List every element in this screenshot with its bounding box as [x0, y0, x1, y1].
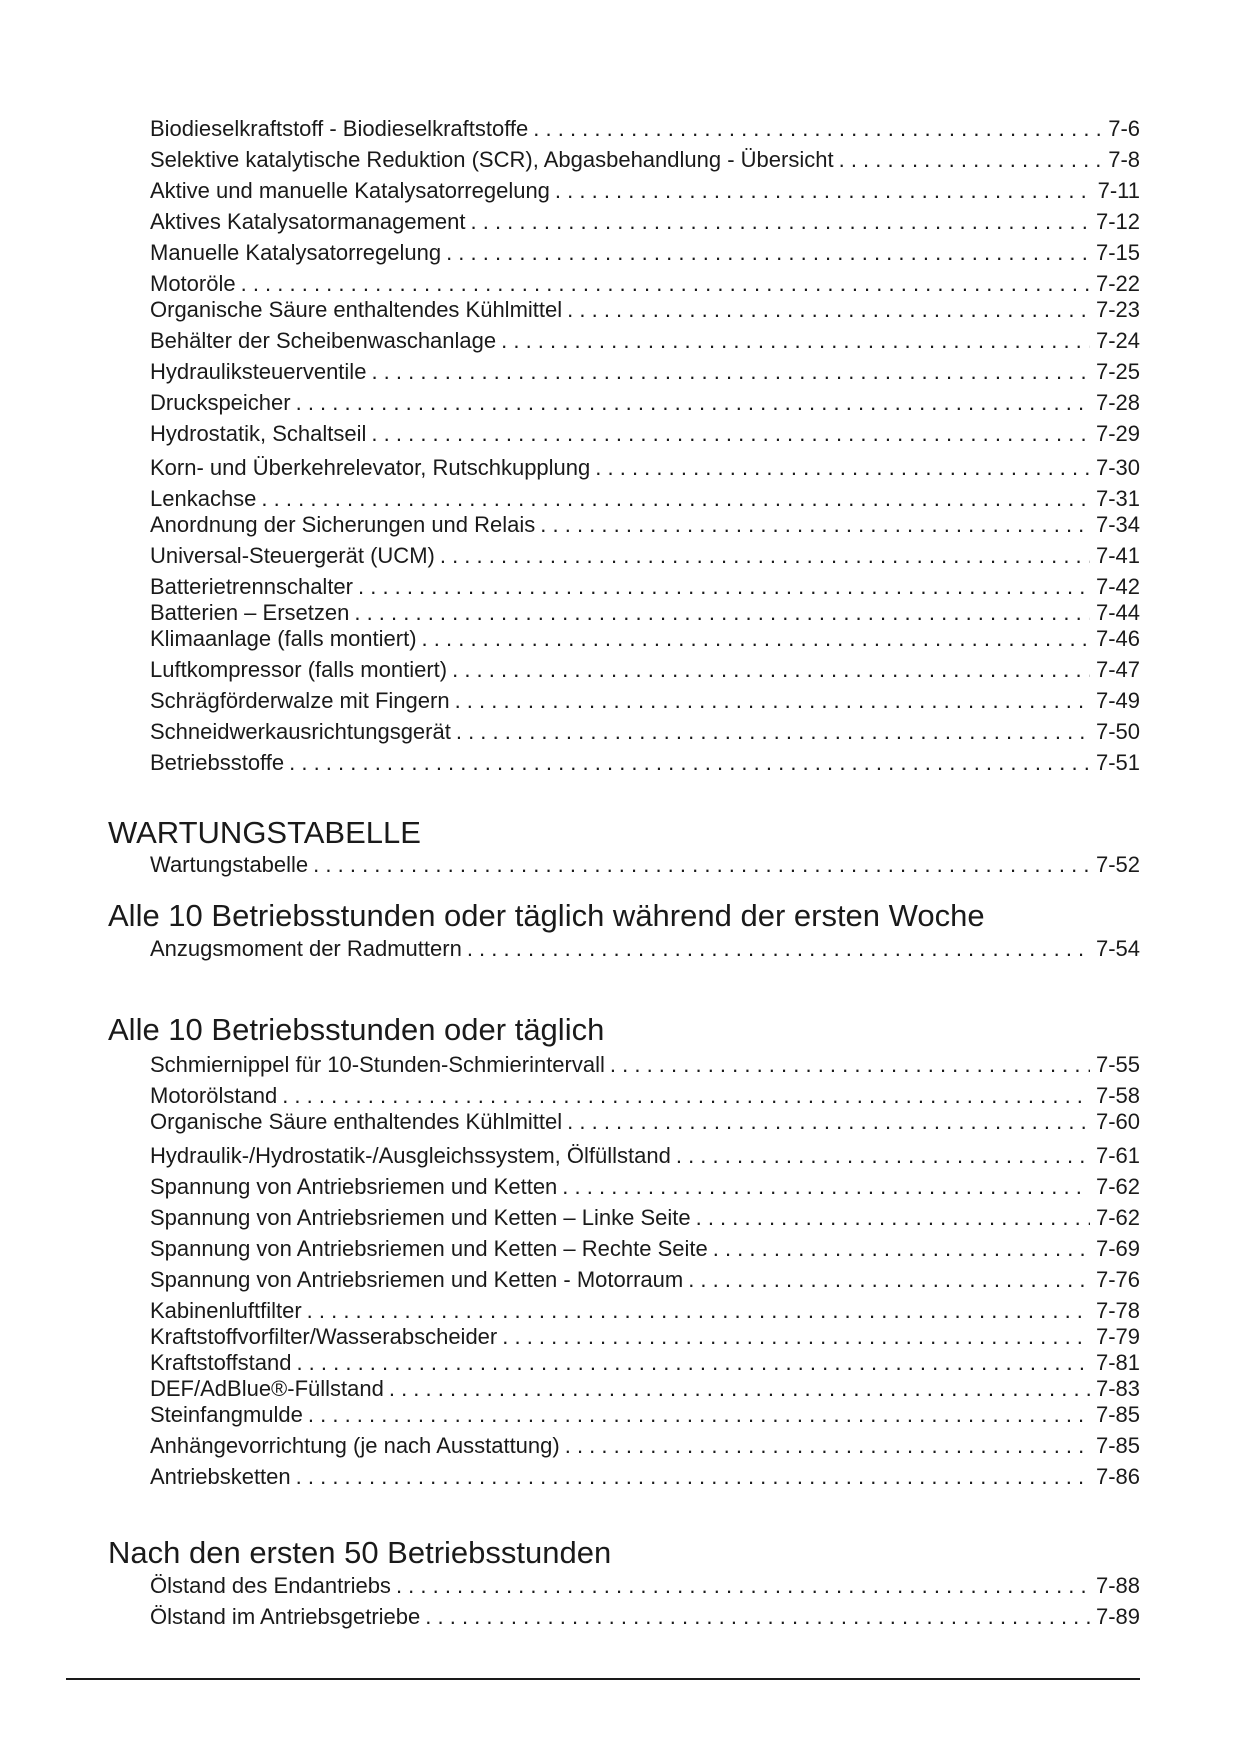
dot-leader [358, 574, 1090, 600]
toc-entry-label: Anordnung der Sicherungen und Relais [150, 512, 536, 537]
toc-entry[interactable] [150, 1109, 1140, 1135]
toc-entry-label: Spannung von Antriebsriemen und Ketten – Linke Seite [150, 1205, 691, 1230]
dot-leader [688, 1267, 1090, 1293]
toc-entry-page: 7-15 [1095, 240, 1140, 265]
dot-leader [440, 543, 1090, 569]
toc-entry-label: Hydrauliksteuerventile [150, 359, 367, 384]
toc-entry-page: 7-62 [1095, 1174, 1140, 1199]
toc-entry-page: 7-29 [1095, 421, 1140, 446]
toc-entry-page: 7-31 [1095, 486, 1140, 511]
toc-entry[interactable] [150, 750, 1140, 776]
toc-entry-label: Luftkompressor (falls montiert) [150, 657, 448, 682]
dot-leader [296, 1350, 1090, 1376]
toc-entry-page: 7-47 [1095, 657, 1140, 682]
toc-entry-label: Schrägförderwalze mit Fingern [150, 688, 450, 713]
toc-entry-label: Korn- und Überkehrelevator, Rutschkupplung [150, 455, 591, 480]
toc-entry-label: Motorölstand [150, 1083, 278, 1108]
toc-entry-label: Organische Säure enthaltendes Kühlmittel [150, 297, 563, 322]
toc-entry-page: 7-8 [1108, 147, 1140, 172]
toc-entry[interactable] [150, 359, 1140, 385]
toc-entry-label: DEF/AdBlue®-Füllstand [150, 1376, 384, 1401]
toc-entry-label: Betriebsstoffe [150, 750, 285, 775]
dot-leader [371, 421, 1090, 447]
toc-entry-label: Antriebsketten [150, 1464, 291, 1489]
dot-leader [562, 1174, 1090, 1200]
toc-entry-page: 7-62 [1095, 1205, 1140, 1230]
toc-entry-label: Spannung von Antriebsriemen und Ketten - Motorraum [150, 1267, 684, 1292]
toc-entry[interactable] [150, 852, 1140, 878]
toc-entry[interactable] [150, 240, 1140, 266]
toc-entry[interactable] [150, 421, 1140, 447]
toc-entry[interactable] [150, 328, 1140, 354]
toc-entry[interactable] [150, 1083, 1140, 1109]
dot-leader [540, 512, 1090, 538]
dot-leader [567, 1109, 1090, 1135]
toc-entry[interactable] [150, 1350, 1140, 1376]
dot-leader [595, 455, 1090, 481]
toc-entry-page: 7-89 [1095, 1604, 1140, 1629]
toc-entry[interactable] [150, 297, 1140, 323]
dot-leader [567, 297, 1090, 323]
toc-entry-page: 7-58 [1095, 1083, 1140, 1108]
toc-entry-page: 7-34 [1095, 512, 1140, 537]
toc-entry-page: 7-49 [1095, 688, 1140, 713]
toc-entry-label: Steinfangmulde [150, 1402, 303, 1427]
toc-entry-label: Aktive und manuelle Katalysatorregelung [150, 178, 550, 203]
toc-entry-label: Universal-Steuergerät (UCM) [150, 543, 435, 568]
dot-leader [308, 1402, 1090, 1428]
dot-leader [839, 147, 1103, 173]
dot-leader [261, 486, 1090, 512]
dot-leader [241, 271, 1090, 297]
dot-leader [565, 1433, 1090, 1459]
toc-entry-label: Wartungstabelle [150, 852, 309, 877]
toc-entry[interactable] [150, 209, 1140, 235]
toc-entry[interactable] [150, 271, 1140, 297]
dot-leader [446, 240, 1090, 266]
toc-entry-page: 7-60 [1095, 1109, 1140, 1134]
toc-entry[interactable] [150, 1236, 1140, 1262]
toc-entry[interactable] [150, 1174, 1140, 1200]
section-heading: Nach den ersten 50 Betriebsstunden [108, 1535, 612, 1570]
toc-entry-page: 7-69 [1095, 1236, 1140, 1261]
toc-entry[interactable] [150, 512, 1140, 538]
dot-leader [502, 1324, 1090, 1350]
toc-entry-label: Selektive katalytische Reduktion (SCR), Abgasbehandlung - Übersicht [150, 147, 834, 172]
toc-entry-page: 7-88 [1095, 1573, 1140, 1598]
toc-entry[interactable] [150, 116, 1140, 142]
toc-entry-page: 7-22 [1095, 271, 1140, 296]
toc-entry-label: Batterietrennschalter [150, 574, 353, 599]
toc-entry[interactable] [150, 486, 1140, 512]
toc-entry[interactable] [150, 1267, 1140, 1293]
toc-entry-page: 7-86 [1095, 1464, 1140, 1489]
toc-entry-label: Motoröle [150, 271, 236, 296]
toc-entry[interactable] [150, 574, 1140, 600]
toc-entry-page: 7-52 [1095, 852, 1140, 877]
toc-entry[interactable] [150, 1052, 1140, 1078]
toc-entry-page: 7-50 [1095, 719, 1140, 744]
toc-entry-page: 7-28 [1095, 390, 1140, 415]
dot-leader [533, 116, 1102, 142]
toc-entry[interactable] [150, 455, 1140, 481]
toc-entry[interactable] [150, 1573, 1140, 1599]
toc-entry[interactable] [150, 1402, 1140, 1428]
section-heading: Alle 10 Betriebsstunden oder täglich während der ersten Woche [108, 898, 985, 933]
dot-leader [452, 657, 1090, 683]
toc-entry[interactable] [150, 1433, 1140, 1459]
toc-entry-label: Spannung von Antriebsriemen und Ketten – Rechte Seite [150, 1236, 708, 1261]
dot-leader [610, 1052, 1090, 1078]
toc-entry[interactable] [150, 688, 1140, 714]
toc-entry[interactable] [150, 543, 1140, 569]
toc-entry[interactable] [150, 1205, 1140, 1231]
toc-entry-label: Kraftstoffvorfilter/Wasserabscheider [150, 1324, 498, 1349]
dot-leader [455, 688, 1090, 714]
dot-leader [296, 390, 1090, 416]
toc-entry[interactable] [150, 657, 1140, 683]
toc-entry-page: 7-6 [1108, 116, 1140, 141]
dot-leader [354, 600, 1090, 626]
toc-entry-label: Organische Säure enthaltendes Kühlmittel [150, 1109, 563, 1134]
dot-leader [471, 209, 1090, 235]
toc-entry-label: Ölstand im Antriebsgetriebe [150, 1604, 421, 1629]
toc-entry[interactable] [150, 1464, 1140, 1490]
toc-entry-page: 7-79 [1095, 1324, 1140, 1349]
toc-entry-label: Hydrostatik, Schaltseil [150, 421, 367, 446]
toc-entry-label: Druckspeicher [150, 390, 291, 415]
toc-entry-page: 7-85 [1095, 1433, 1140, 1458]
toc-entry-page: 7-44 [1095, 600, 1140, 625]
toc-entry[interactable] [150, 1604, 1140, 1630]
dot-leader [676, 1143, 1090, 1169]
dot-leader [696, 1205, 1090, 1231]
toc-entry-page: 7-83 [1095, 1376, 1140, 1401]
toc-entry-label: Hydraulik-/Hydrostatik-/Ausgleichssystem, Ölfüllstand [150, 1143, 671, 1168]
toc-entry-label: Ölstand des Endantriebs [150, 1573, 391, 1598]
dot-leader [555, 178, 1092, 204]
toc-entry[interactable] [150, 178, 1140, 204]
toc-entry[interactable] [150, 1376, 1140, 1402]
toc-entry-label: Kraftstoffstand [150, 1350, 292, 1375]
dot-leader [282, 1083, 1090, 1109]
toc-entry-label: Klimaanlage (falls montiert) [150, 626, 417, 651]
dot-leader [501, 328, 1090, 354]
toc-entry-page: 7-46 [1095, 626, 1140, 651]
toc-entry[interactable] [150, 147, 1140, 173]
dot-leader [289, 750, 1090, 776]
toc-entry-page: 7-42 [1095, 574, 1140, 599]
toc-entry[interactable] [150, 719, 1140, 745]
dot-leader [296, 1464, 1090, 1490]
toc-entry-label: Anhängevorrichtung (je nach Ausstattung) [150, 1433, 560, 1458]
toc-entry-page: 7-30 [1095, 455, 1140, 480]
dot-leader [467, 936, 1090, 962]
toc-entry-label: Batterien – Ersetzen [150, 600, 350, 625]
toc-entry-label: Aktives Katalysatormanagement [150, 209, 466, 234]
dot-leader [313, 852, 1090, 878]
toc-entry-page: 7-81 [1095, 1350, 1140, 1375]
section-heading: Alle 10 Betriebsstunden oder täglich [108, 1012, 605, 1047]
toc-entry-label: Lenkachse [150, 486, 257, 511]
toc-entry-label: Schneidwerkausrichtungsgerät [150, 719, 451, 744]
toc-entry-label: Behälter der Scheibenwaschanlage [150, 328, 497, 353]
toc-entry-page: 7-41 [1095, 543, 1140, 568]
toc-entry[interactable] [150, 390, 1140, 416]
toc-entry-page: 7-12 [1095, 209, 1140, 234]
toc-entry-page: 7-85 [1095, 1402, 1140, 1427]
toc-entry-label: Spannung von Antriebsriemen und Ketten [150, 1174, 558, 1199]
toc-entry-page: 7-24 [1095, 328, 1140, 353]
toc-entry-page: 7-11 [1097, 178, 1140, 203]
toc-entry[interactable] [150, 626, 1140, 652]
bottom-rule [66, 1678, 1140, 1680]
dot-leader [425, 1604, 1090, 1630]
toc-entry-page: 7-76 [1095, 1267, 1140, 1292]
toc-entry-page: 7-25 [1095, 359, 1140, 384]
toc-entry-page: 7-51 [1095, 750, 1140, 775]
toc-entry-page: 7-54 [1095, 936, 1140, 961]
toc-entry-page: 7-55 [1095, 1052, 1140, 1077]
toc-entry[interactable] [150, 1324, 1140, 1350]
toc-entry-label: Manuelle Katalysatorregelung [150, 240, 442, 265]
dot-leader [389, 1376, 1090, 1402]
dot-leader [307, 1298, 1090, 1324]
toc-entry[interactable] [150, 1298, 1140, 1324]
dot-leader [422, 626, 1090, 652]
toc-entry-page: 7-61 [1095, 1143, 1140, 1168]
toc-entry[interactable] [150, 600, 1140, 626]
toc-entry-label: Kabinenluftfilter [150, 1298, 302, 1323]
toc-entry-page: 7-23 [1095, 297, 1140, 322]
dot-leader [371, 359, 1090, 385]
dot-leader [713, 1236, 1090, 1262]
dot-leader [396, 1573, 1090, 1599]
toc-entry-label: Schmiernippel für 10-Stunden-Schmierintervall [150, 1052, 605, 1077]
dot-leader [456, 719, 1090, 745]
toc-entry-page: 7-78 [1095, 1298, 1140, 1323]
toc-entry[interactable] [150, 1143, 1140, 1169]
toc-entry-label: Biodieselkraftstoff - Biodieselkraftstoffe [150, 116, 529, 141]
toc-entry-label: Anzugsmoment der Radmuttern [150, 936, 462, 961]
toc-entry[interactable] [150, 936, 1140, 962]
section-heading: WARTUNGSTABELLE [108, 815, 421, 850]
